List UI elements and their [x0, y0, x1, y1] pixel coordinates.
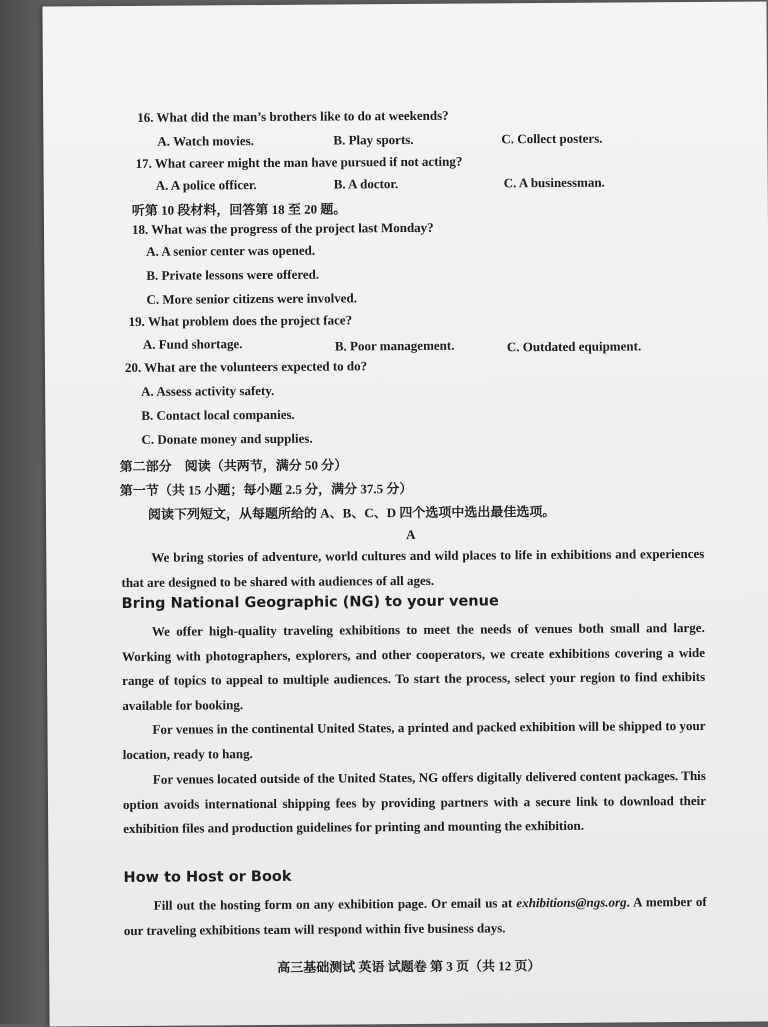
heading-bring-ng: Bring National Geographic (NG) to your venue	[121, 593, 499, 613]
section-one-title: 第一节（共 15 小题；每小题 2.5 分，满分 37.5 分）	[119, 480, 413, 499]
paragraph-4-text: Fill out the hosting form on any exhibition page. Or email us at	[153, 895, 517, 913]
question-17: 17. What career might the man have pursued if not acting?	[135, 153, 463, 171]
q19-option-b: B. Poor management.	[334, 337, 455, 354]
page-content	[42, 1, 768, 1026]
question-16: 16. What did the man’s brothers like to do at weekends?	[137, 107, 449, 125]
q20-option-a: A. Assess activity safety.	[141, 382, 275, 399]
q18-option-c: C. More senior citizens were involved.	[146, 290, 358, 307]
paragraph-4-text-end: . A member of our traveling exhibitions team will respond within five business days.	[123, 893, 707, 938]
passage-intro: We bring stories of adventure, world cultures and wild places to life in exhibitions and experiences that are designed to be shared with audiences of all ages.	[121, 545, 705, 590]
exam-paper-page	[42, 1, 768, 1026]
passage-paragraph-3: For venues located outside of the United States, NG offers digitally delivered content packages. This option avoids international shipping fees by providing partners with a secure link to download their exhibition files and production guidelines for printing and mounting the exhibition.	[122, 767, 707, 836]
heading-how-to-host: How to Host or Book	[123, 868, 292, 886]
passage-paragraph-1: We offer high-quality traveling exhibitions to meet the needs of venues both small and large. Working with photographers, explorers, and other cooperators, we create exhibitions covering a wide range of topics to appeal to multiple audiences. To start the process, select your region to find exhibits available for booking.	[121, 619, 706, 713]
q17-option-a: A. A police officer.	[155, 177, 257, 193]
q20-option-b: B. Contact local companies.	[141, 406, 295, 423]
q16-option-b: B. Play sports.	[333, 131, 414, 148]
q20-option-c: C. Donate money and supplies.	[141, 430, 313, 447]
passage-paragraph-2: For venues in the continental United States, a printed and packed exhibition will be shipped to your location, ready to hang.	[122, 717, 706, 762]
q18-option-a: A. A senior center was opened.	[146, 242, 316, 259]
q17-option-b: B. A doctor.	[333, 176, 399, 192]
q16-option-a: A. Watch movies.	[157, 133, 254, 149]
contact-email: exhibitions@ngs.org	[516, 894, 627, 911]
question-18: 18. What was the progress of the project last Monday?	[131, 219, 434, 237]
passage-paragraph-4	[124, 890, 707, 943]
background-left-edge	[0, 0, 46, 1024]
q17-option-c: C. A businessman.	[503, 174, 605, 191]
question-20: 20. What are the volunteers expected to do?	[124, 358, 368, 375]
q18-option-b: B. Private lessons were offered.	[146, 266, 320, 283]
q16-option-c: C. Collect posters.	[501, 130, 603, 147]
q19-option-a: A. Fund shortage.	[142, 336, 243, 352]
question-19: 19. What problem does the project face?	[128, 312, 353, 329]
q19-option-c: C. Outdated equipment.	[506, 338, 642, 355]
page-footer: 高三基础测试 英语 试题卷 第 3 页（共 12 页）	[277, 958, 541, 975]
part-two-title: 第二部分 阅读（共两节，满分 50 分）	[119, 457, 348, 475]
passage-label: A	[406, 526, 416, 543]
listening-instruction-10: 听第 10 段材料，回答第 18 至 20 题。	[131, 201, 347, 218]
reading-instruction: 阅读下列短文，从每题所给的 A、B、C、D 四个选项中选出最佳选项。	[147, 503, 556, 522]
